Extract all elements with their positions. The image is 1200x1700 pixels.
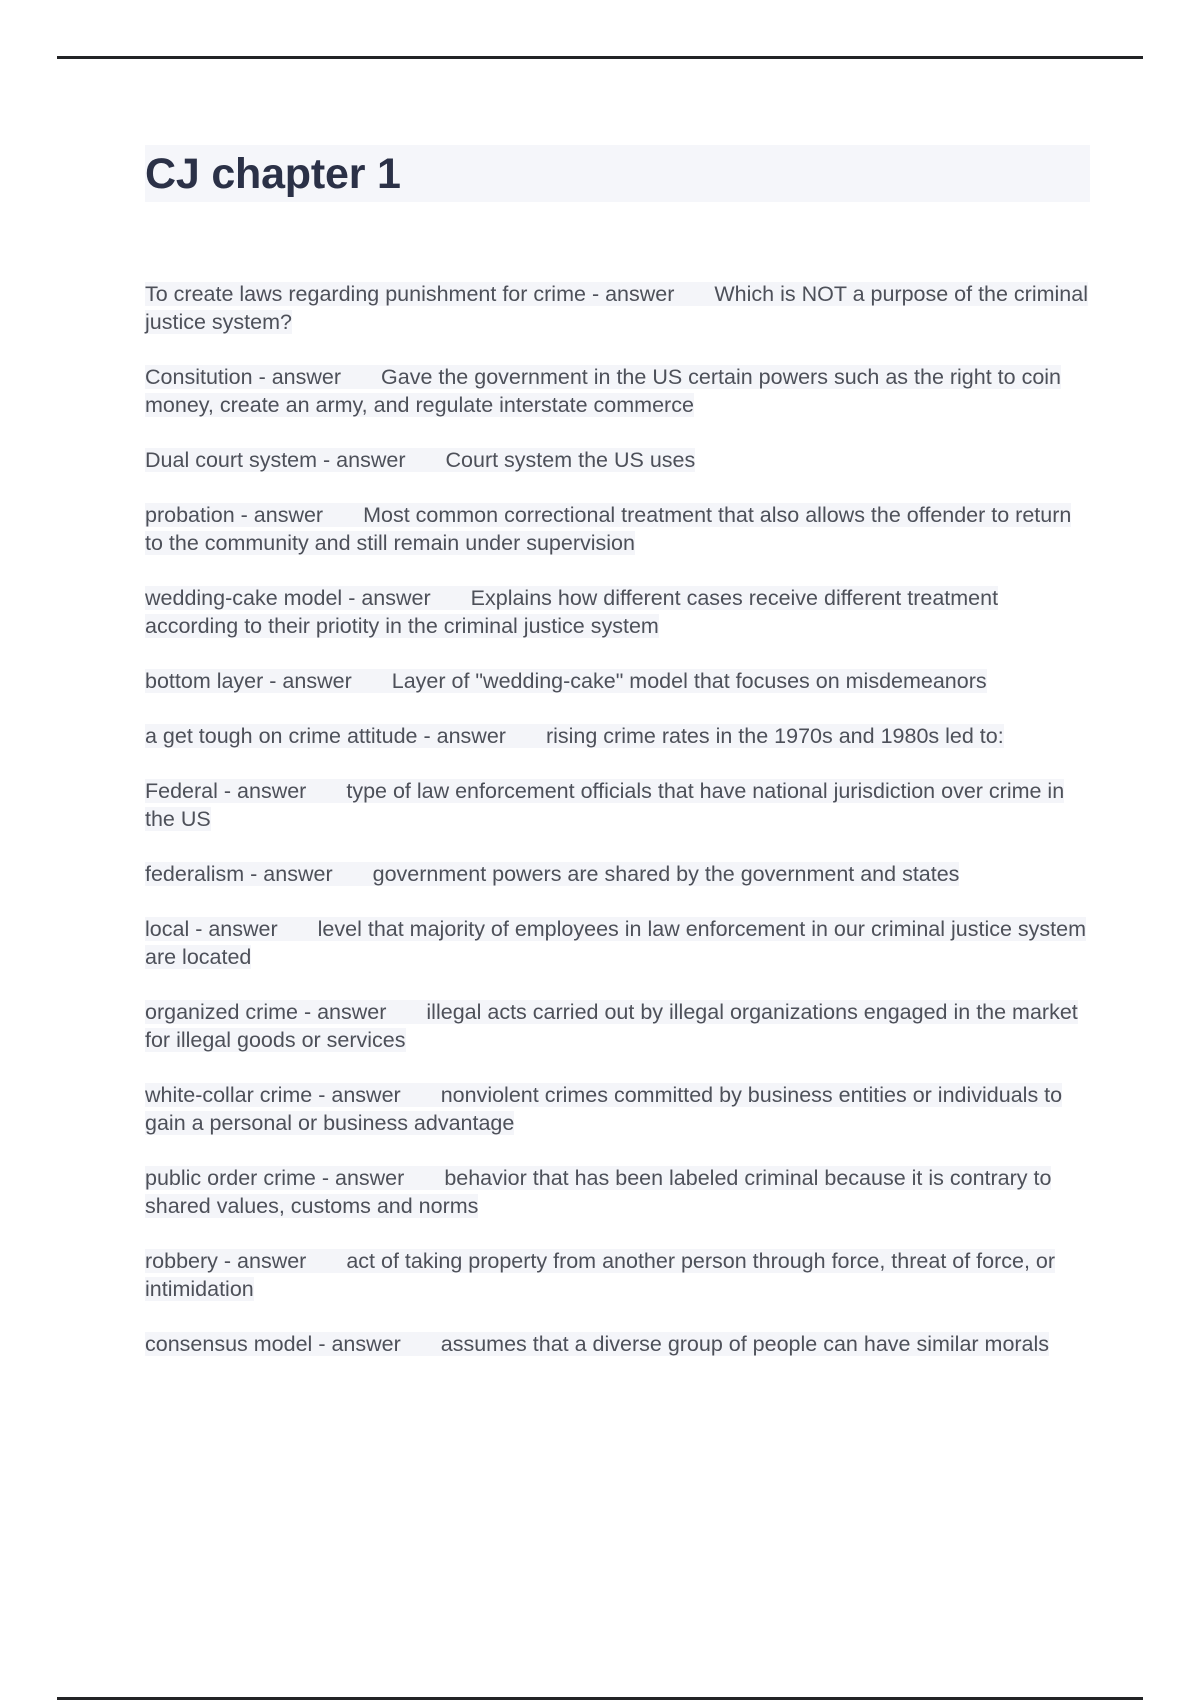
flashcard-entry bbox=[145, 998, 1090, 1054]
entry-definition: Gave the government in the US certain powers such as the right to coin money, create an army, and regulate interstate commerce bbox=[145, 365, 1062, 417]
document-title: CJ chapter 1 bbox=[145, 150, 401, 198]
entry-term: local bbox=[145, 917, 190, 941]
flashcard-entry bbox=[145, 860, 1090, 888]
flashcard-entry bbox=[145, 777, 1090, 833]
flashcard-entry bbox=[145, 722, 1090, 750]
entry-separator: - answer bbox=[321, 1166, 405, 1190]
entry-separator: - answer bbox=[348, 586, 431, 610]
entry-term: robbery bbox=[145, 1249, 218, 1273]
entry-term: organized crime bbox=[145, 1000, 298, 1024]
entry-separator: - answer bbox=[250, 862, 333, 886]
entry-definition: level that majority of employees in law enforcement in our criminal justice system are located bbox=[145, 917, 1086, 969]
entry-definition: illegal acts carried out by illegal organizations engaged in the market for illegal goods or services bbox=[145, 1000, 1078, 1052]
flashcard-entry bbox=[145, 1330, 1090, 1358]
entry-text bbox=[145, 779, 1064, 831]
entry-text bbox=[145, 917, 1086, 969]
flashcard-entry bbox=[145, 584, 1090, 640]
entry-term: wedding-cake model bbox=[145, 586, 343, 610]
entry-separator: - answer bbox=[323, 448, 406, 472]
entry-text bbox=[145, 669, 987, 693]
header-rule bbox=[57, 56, 1143, 59]
entry-text bbox=[145, 862, 959, 886]
entry-text bbox=[145, 1083, 1062, 1135]
entry-definition: nonviolent crimes committed by business entities or individuals to gain a personal or business advantage bbox=[145, 1083, 1063, 1135]
document-page bbox=[145, 145, 1090, 1385]
entry-term: public order crime bbox=[145, 1166, 316, 1190]
entry-separator: - answer bbox=[195, 917, 278, 941]
entry-text bbox=[145, 448, 695, 472]
flashcard-entry bbox=[145, 1247, 1090, 1303]
entry-definition: government powers are shared by the government and states bbox=[372, 862, 960, 886]
entry-definition: Explains how different cases receive different treatment according to their priotity in the criminal justice system bbox=[145, 586, 999, 638]
flashcard-entry bbox=[145, 1164, 1090, 1220]
entry-text bbox=[145, 365, 1061, 417]
entry-separator: - answer bbox=[303, 1000, 387, 1024]
entry-definition: rising crime rates in the 1970s and 1980s led to: bbox=[545, 724, 1004, 748]
entry-term: federalism bbox=[145, 862, 245, 886]
entry-term: consensus model bbox=[145, 1332, 313, 1356]
entry-term: Dual court system bbox=[145, 448, 318, 472]
entry-text bbox=[145, 724, 1004, 748]
entry-term: To create laws regarding punishment for crime bbox=[145, 282, 586, 306]
entry-definition: assumes that a diverse group of people can have similar morals bbox=[440, 1332, 1050, 1356]
entry-definition: type of law enforcement officials that have national jurisdiction over crime in the US bbox=[145, 779, 1065, 831]
flashcard-list bbox=[145, 280, 1090, 1358]
entry-definition: Most common correctional treatment that also allows the offender to return to the community and still remain under supervision bbox=[145, 503, 1072, 555]
entry-definition: Which is NOT a purpose of the criminal justice system? bbox=[145, 282, 1088, 334]
entry-definition: act of taking property from another person through force, threat of force, or intimidation bbox=[145, 1249, 1056, 1301]
flashcard-entry bbox=[145, 446, 1090, 474]
entry-separator: - answer bbox=[423, 724, 506, 748]
entry-term: Consitution bbox=[145, 365, 253, 389]
entry-separator: - answer bbox=[591, 282, 675, 306]
flashcard-entry bbox=[145, 667, 1090, 695]
entry-separator: - answer bbox=[318, 1332, 401, 1356]
entry-term: white-collar crime bbox=[145, 1083, 313, 1107]
entry-separator: - answer bbox=[318, 1083, 401, 1107]
flashcard-entry bbox=[145, 363, 1090, 419]
entry-text bbox=[145, 1000, 1078, 1052]
entry-separator: - answer bbox=[223, 779, 307, 803]
entry-term: a get tough on crime attitude bbox=[145, 724, 418, 748]
entry-text bbox=[145, 282, 1088, 334]
entry-definition: Court system the US uses bbox=[445, 448, 696, 472]
flashcard-entry bbox=[145, 280, 1090, 336]
flashcard-entry bbox=[145, 915, 1090, 971]
flashcard-entry bbox=[145, 1081, 1090, 1137]
entry-term: bottom layer bbox=[145, 669, 264, 693]
entry-term: probation bbox=[145, 503, 235, 527]
entry-text bbox=[145, 503, 1071, 555]
entry-text bbox=[145, 1332, 1049, 1356]
entry-term: Federal bbox=[145, 779, 218, 803]
entry-definition: behavior that has been labeled criminal because it is contrary to shared values, customs and norms bbox=[145, 1166, 1052, 1218]
entry-definition: Layer of "wedding-cake" model that focuses on misdemeanors bbox=[391, 669, 987, 693]
entry-text bbox=[145, 1249, 1055, 1301]
entry-text bbox=[145, 586, 998, 638]
entry-separator: - answer bbox=[240, 503, 324, 527]
title-band bbox=[145, 145, 1090, 202]
entry-separator: - answer bbox=[223, 1249, 307, 1273]
entry-separator: - answer bbox=[258, 365, 342, 389]
flashcard-entry bbox=[145, 501, 1090, 557]
entry-text bbox=[145, 1166, 1051, 1218]
entry-separator: - answer bbox=[269, 669, 352, 693]
